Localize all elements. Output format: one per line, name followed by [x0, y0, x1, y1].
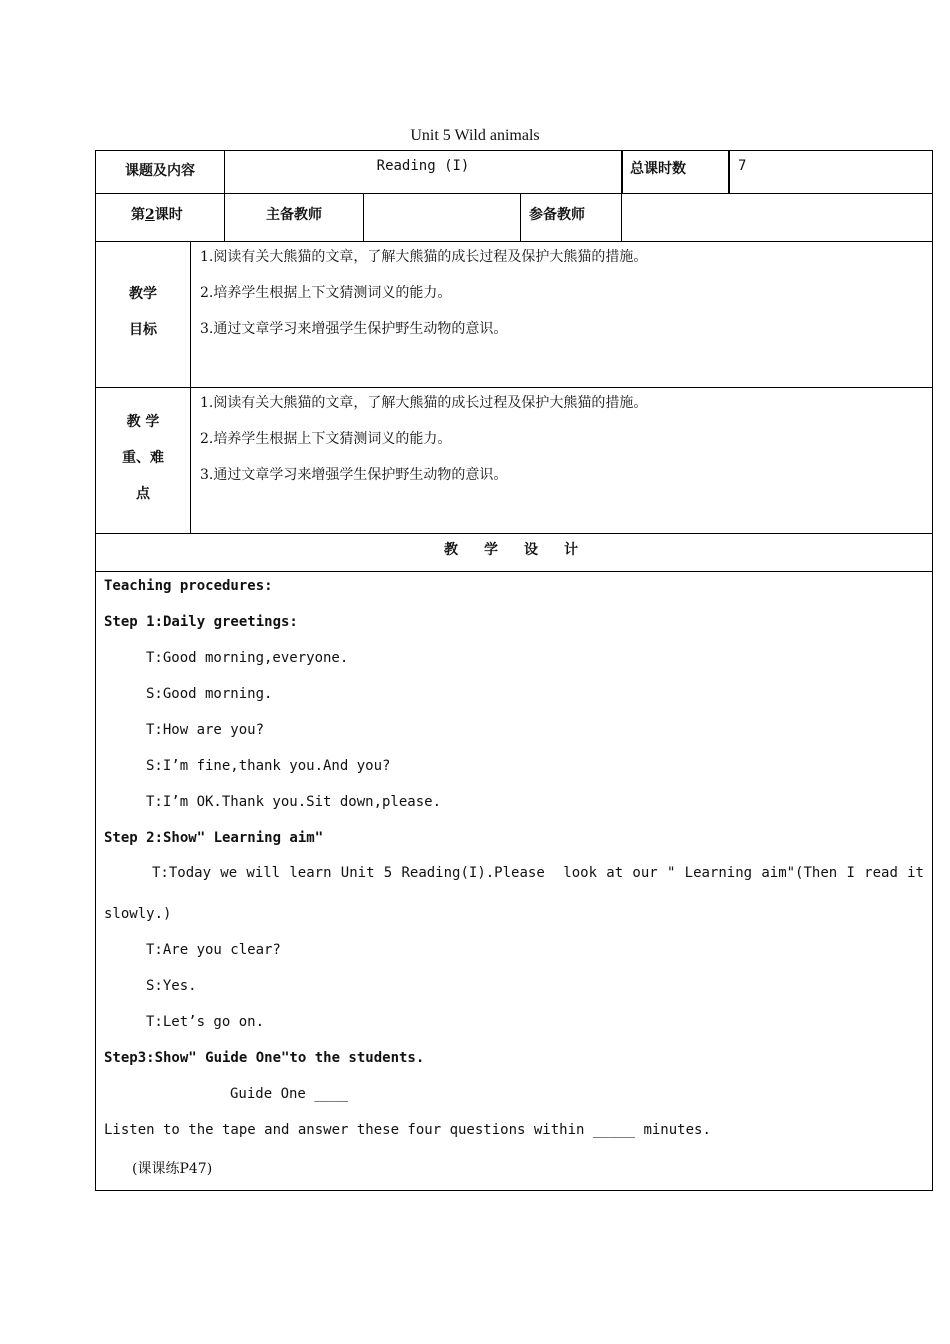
- lead-teacher-label: 主备教师: [266, 207, 322, 223]
- row-divider: [96, 193, 932, 194]
- topic-value: Reading (I): [376, 158, 470, 174]
- row-divider: [96, 533, 932, 534]
- key-point-item: 1.阅读有关大熊猫的文章，了解大熊猫的成长过程及保护大熊猫的措施。: [200, 395, 648, 411]
- row-divider: [96, 241, 932, 242]
- objective-item: 1.阅读有关大熊猫的文章，了解大熊猫的成长过程及保护大熊猫的措施。: [200, 249, 648, 265]
- dialogue-line: S:Yes.: [146, 978, 197, 994]
- design-heading: 教 学 设 计: [444, 542, 584, 558]
- row-divider: [96, 571, 932, 572]
- procedures-title: Teaching procedures:: [104, 578, 273, 594]
- dialogue-line: S:Good morning.: [146, 686, 273, 702]
- period-field: [131, 204, 183, 224]
- row-divider: [96, 387, 932, 388]
- col-divider: [728, 151, 730, 193]
- objective-item: 2.培养学生根据上下文猜测词义的能力。: [200, 285, 452, 301]
- col-divider: [224, 193, 225, 241]
- topic-label: 课题及内容: [125, 163, 195, 179]
- col-divider: [520, 193, 521, 241]
- objective-item: 3.通过文章学习来增强学生保护野生动物的意识。: [200, 321, 508, 337]
- total-periods-value: 7: [738, 158, 747, 174]
- guide-title: Guide One ____: [230, 1086, 349, 1102]
- step3-title: Step3:Show" Guide One"to the students.: [104, 1050, 425, 1066]
- dialogue-line: T:Let’s go on.: [146, 1014, 265, 1030]
- table-border: [95, 150, 933, 1191]
- col-divider: [190, 241, 191, 533]
- period-prefix: 第: [131, 207, 145, 223]
- total-periods-label: 总课时数: [630, 161, 686, 177]
- objectives-label-line2: 目标: [129, 322, 157, 338]
- col-divider: [621, 151, 623, 193]
- col-divider: [621, 193, 622, 241]
- key-point-item: 3.通过文章学习来增强学生保护野生动物的意识。: [200, 467, 508, 483]
- dialogue-line: T:How are you?: [146, 722, 265, 738]
- step1-title: Step 1:Daily greetings:: [104, 614, 298, 630]
- co-teacher-label: 参备教师: [529, 207, 585, 223]
- guide-instruction: Listen to the tape and answer these four questions within _____ minutes.: [104, 1122, 711, 1138]
- step2-paragraph-line: T:Today we will learn Unit 5 Reading(I).Please look at our " Learning aim"(Then I read it: [152, 865, 924, 881]
- period-suffix: 课时: [154, 207, 183, 223]
- dialogue-line: S:I’m fine,thank you.And you?: [146, 758, 391, 774]
- dialogue-line: T:Good morning,everyone.: [146, 650, 349, 666]
- key-points-label-line1: 教 学: [126, 414, 160, 430]
- guide-reference: (课课练P47): [132, 1161, 213, 1177]
- dialogue-line: T:Are you clear?: [146, 942, 281, 958]
- key-point-item: 2.培养学生根据上下文猜测词义的能力。: [200, 431, 452, 447]
- document-title: Unit 5 Wild animals: [410, 127, 540, 144]
- period-number: 2: [145, 207, 155, 223]
- key-points-label-line2: 重、难: [122, 450, 164, 466]
- dialogue-line: T:I’m OK.Thank you.Sit down,please.: [146, 794, 442, 810]
- key-points-label-line3: 点: [136, 486, 150, 502]
- step2-title: Step 2:Show" Learning aim": [104, 830, 324, 846]
- step2-paragraph-line: slowly.): [104, 906, 172, 922]
- objectives-label-line1: 教学: [129, 286, 157, 302]
- col-divider: [363, 193, 364, 241]
